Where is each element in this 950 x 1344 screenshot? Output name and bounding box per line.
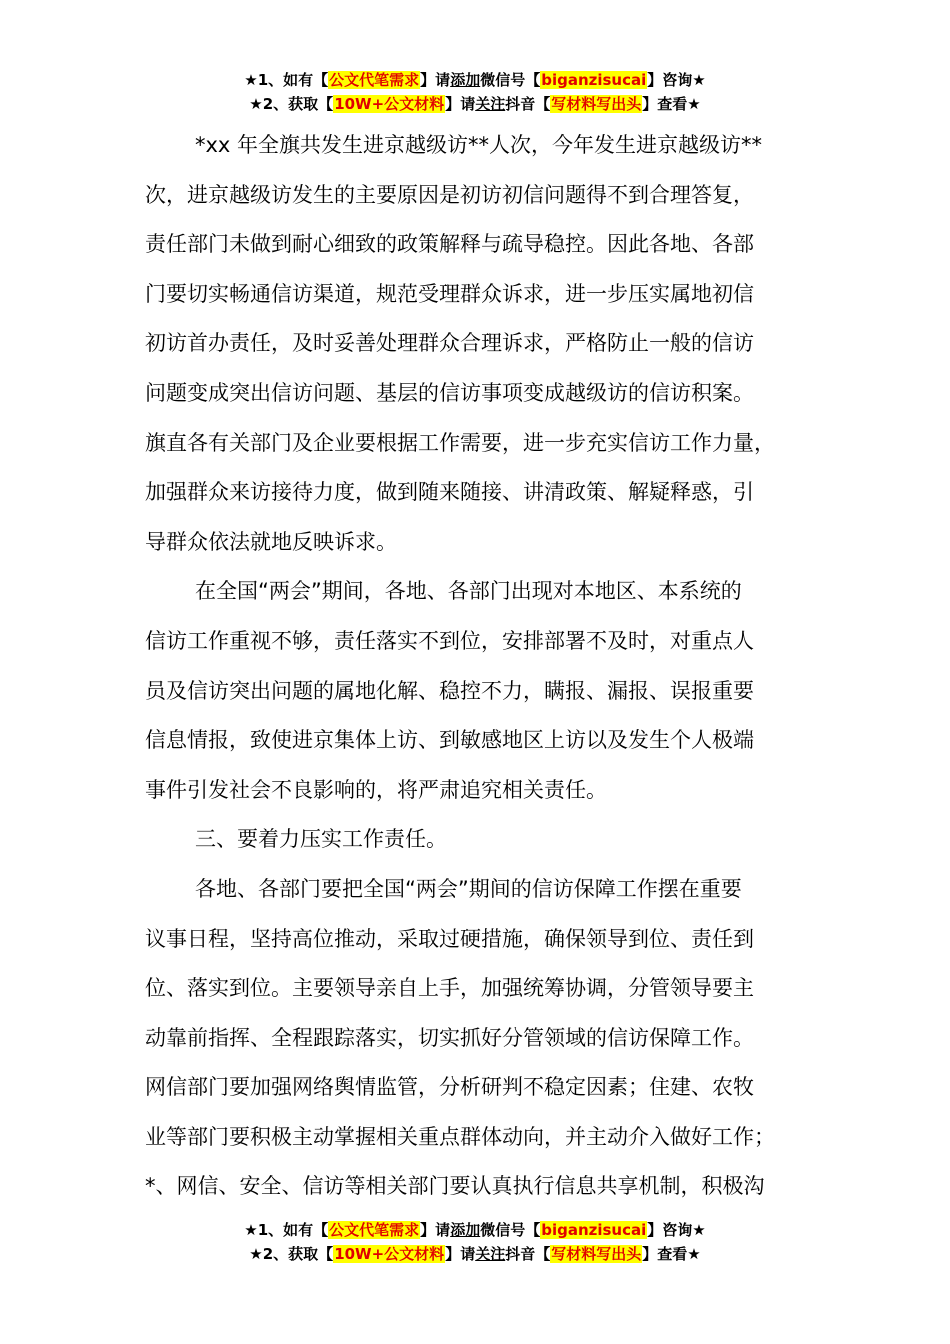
text-line: *、网信、安全、信访等相关部门要认真执行信息共享机制，积极沟 — [145, 1174, 765, 1199]
text-line: 旗直各有关部门及企业要根据工作需要，进一步充实信访工作力量， — [145, 430, 775, 455]
text-line: 导群众依法就地反映诉求。 — [145, 529, 397, 554]
text-line: 次，进京越级访发生的主要原因是初访初信问题得不到合理答复， — [145, 182, 754, 207]
text-line: 议事日程，坚持高位推动，采取过硬措施，确保领导到位、责任到 — [145, 926, 754, 951]
highlight-douyin-id: 写材料写出头 — [551, 1245, 642, 1263]
text-line: 信访工作重视不够，责任落实不到位，安排部署不及时，对重点人 — [145, 628, 754, 653]
promo-banner-bottom — [0, 1218, 950, 1266]
section-heading: 三、要着力压实工作责任。 — [195, 827, 447, 852]
text-line: 信息情报，致使进京集体上访、到敏感地区上访以及发生个人极端 — [145, 728, 754, 753]
text-line: 在全国“两会”期间，各地、各部门出现对本地区、本系统的 — [195, 579, 742, 604]
text-line: *xx 年全旗共发生进京越级访**人次，今年发生进京越级访** — [195, 133, 763, 157]
promo-banner-top — [0, 68, 950, 116]
text-line: 业等部门要积极主动掌握相关重点群体动向，并主动介入做好工作； — [145, 1124, 775, 1149]
highlight-materials: 10W+公文材料 — [334, 95, 445, 113]
promo-line-2: ★2、获取【10W+公文材料】请关注抖音【写材料写出头】查看★ — [249, 95, 701, 113]
text-line: 员及信访突出问题的属地化解、稳控不力，瞒报、漏报、误报重要 — [145, 678, 754, 703]
highlight-service: 公文代笔需求 — [329, 71, 420, 89]
highlight-service: 公文代笔需求 — [329, 1221, 420, 1239]
highlight-materials: 10W+公文材料 — [334, 1245, 445, 1263]
text-line: 事件引发社会不良影响的，将严肃追究相关责任。 — [145, 777, 607, 802]
text-line: 问题变成突出信访问题、基层的信访事项变成越级访的信访积案。 — [145, 380, 754, 405]
promo-line-2: ★2、获取【10W+公文材料】请关注抖音【写材料写出头】查看★ — [249, 1245, 701, 1263]
highlight-wechat-id: biganzisucai — [541, 1221, 647, 1239]
text-line: 责任部门未做到耐心细致的政策解释与疏导稳控。因此各地、各部 — [145, 232, 754, 257]
text-line: 网信部门要加强网络舆情监管，分析研判不稳定因素；住建、农牧 — [145, 1075, 754, 1100]
text-line: 位、落实到位。主要领导亲自上手，加强统筹协调，分管领导要主 — [145, 976, 754, 1001]
document-body — [145, 121, 815, 1212]
text-line: 初访首办责任，及时妥善处理群众合理诉求，严格防止一般的信访 — [145, 331, 754, 356]
highlight-douyin-id: 写材料写出头 — [551, 95, 642, 113]
promo-line-1: ★1、如有【公文代笔需求】请添加微信号【biganzisucai】咨询★ — [244, 71, 706, 89]
text-line: 加强群众来访接待力度，做到随来随接、讲清政策、解疑释惑，引 — [145, 480, 754, 505]
highlight-wechat-id: biganzisucai — [541, 71, 647, 89]
text-line: 门要切实畅通信访渠道，规范受理群众诉求，进一步压实属地初信 — [145, 281, 754, 306]
promo-line-1: ★1、如有【公文代笔需求】请添加微信号【biganzisucai】咨询★ — [244, 1221, 706, 1239]
text-line: 动靠前指挥、全程跟踪落实，切实抓好分管领域的信访保障工作。 — [145, 1025, 754, 1050]
text-line: 各地、各部门要把全国“两会”期间的信访保障工作摆在重要 — [195, 876, 742, 901]
